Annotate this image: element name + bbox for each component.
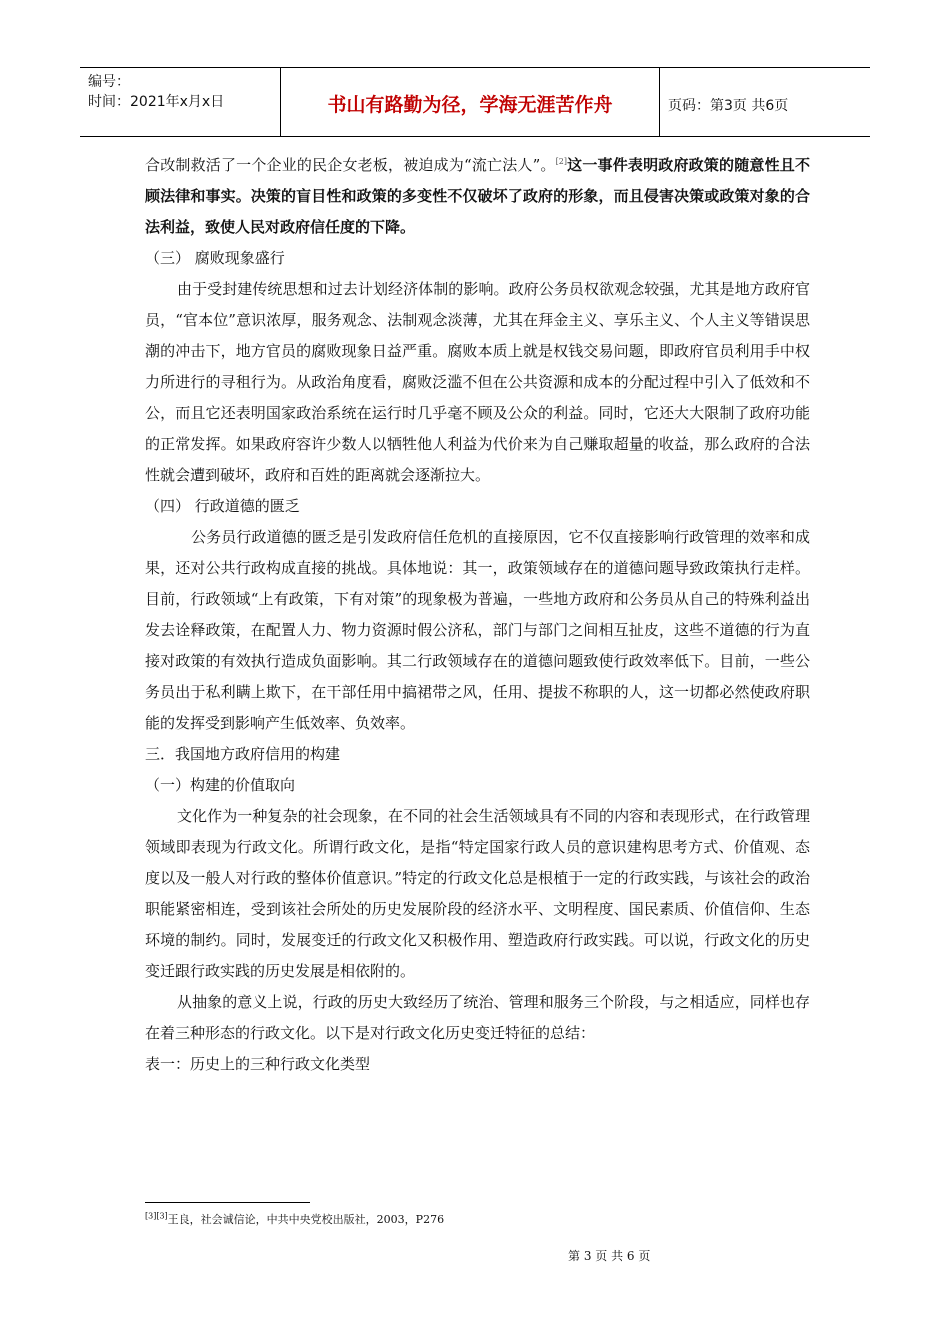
- footnote-reference: [2]: [555, 157, 567, 166]
- document-body: [145, 150, 810, 1080]
- header-motto-cell: [281, 68, 660, 136]
- footnote-separator: [145, 1202, 310, 1203]
- footnote-text: 王良，社会诚信论，中共中央党校出版社，2003，P276: [167, 1213, 445, 1226]
- paragraph-administrative-culture: 文化作为一种复杂的社会现象，在不同的社会生活领域具有不同的内容和表现形式，在行政管理领域即表现为行政文化。所谓行政文化，是指“特定国家行政人员的意识建构思考方式、价值观、态度以及一般人对行政的整体价值意识。”特定的行政文化总是根植于一定的行政实践，与该社会的政治职能紧密相连，受到该社会所处的历史发展阶段的经济水平、文明程度、国民素质、价值信仰、生态环境的制约。同时，发展变迁的行政文化又积极作用、塑造政府行政实践。可以说，行政文化的历史变迁跟行政实践的历史发展是相依附的。: [145, 807, 810, 980]
- paragraph-text: 合改制救活了一个企业的民企女老板，被迫成为“流亡法人”。: [145, 156, 556, 174]
- paragraph-ethics: 公务员行政道德的匮乏是引发政府信任危机的直接原因，它不仅直接影响行政管理的效率和成果，还对公共行政构成直接的挑战。具体地说：其一，政策领域存在的道德问题导致政策执行走样。目前，行政领域“上有政策，下有对策”的现象极为普遍，一些地方政府和公务员从自己的特殊利益出发去诠释政策，在配置人力、物力资源时假公济私，部门与部门之间相互扯皮，这些不道德的行为直接对政策的有效执行造成负面影响。其二行政领域存在的道德问题致使行政效率低下。目前，一些公务员出于私利瞒上欺下，在干部任用中搞裙带之风，任用、提拔不称职的人，这一切都必然使政府职能的发挥受到影响产生低效率、负效率。: [145, 528, 810, 732]
- paragraph-three-stages: 从抽象的意义上说，行政的历史大致经历了统治、管理和服务三个阶段，与之相适应，同样也存在着三种形态的行政文化。以下是对行政文化历史变迁特征的总结：: [145, 993, 810, 1042]
- heading-ethics: （四） 行政道德的匮乏: [145, 497, 300, 515]
- heading-corruption: （三） 腐败现象盛行: [145, 249, 285, 267]
- paragraph-policy-arbitrariness: [145, 150, 810, 243]
- document-date: 时间：2021年x月x日: [88, 94, 225, 110]
- page-footer: 第 3 页 共 6 页: [568, 1249, 651, 1263]
- header-page-info: 页码：第3页 共6页: [668, 98, 789, 114]
- table-caption: 表一：历史上的三种行政文化类型: [145, 1055, 371, 1073]
- header-motto: 书山有路勤为径，学海无涯苦作舟: [327, 94, 613, 116]
- paragraph-text-bold: 这一事件表明政府政策的随意性且不顾法律和事实。决策的盲目性和政策的多变性不仅破坏了政府的形象，而且侵害决策或政策对象的合法利益，致使人民对政府信任度的下降。: [145, 156, 810, 236]
- footnote: [145, 1211, 444, 1227]
- section-heading-construction: 三．我国地方政府信用的构建: [145, 745, 341, 763]
- subheading-value-orientation: （一）构建的价值取向: [145, 776, 296, 794]
- page-header: [80, 67, 870, 137]
- document-number-label: 编号：: [88, 74, 130, 90]
- footnote-mark: [3][3]: [145, 1211, 168, 1221]
- paragraph-corruption: 由于受封建传统思想和过去计划经济体制的影响。政府公务员权欲观念较强，尤其是地方政府官员，“官本位”意识浓厚，服务观念、法制观念淡薄，尤其在拜金主义、享乐主义、个人主义等错误思潮的冲击下，地方官员的腐败现象日益严重。腐败本质上就是权钱交易问题，即政府官员利用手中权力所进行的寻租行为。从政治角度看，腐败泛滥不但在公共资源和成本的分配过程中引入了低效和不公，而且它还表明国家政治系统在运行时几乎毫不顾及公众的利益。同时，它还大大限制了政府功能的正常发挥。如果政府容许少数人以牺牲他人利益为代价来为自己赚取超量的收益，那么政府的合法性就会遭到破坏，政府和百姓的距离就会逐渐拉大。: [145, 280, 810, 484]
- header-meta-cell: [80, 68, 281, 136]
- header-page-cell: [660, 68, 870, 136]
